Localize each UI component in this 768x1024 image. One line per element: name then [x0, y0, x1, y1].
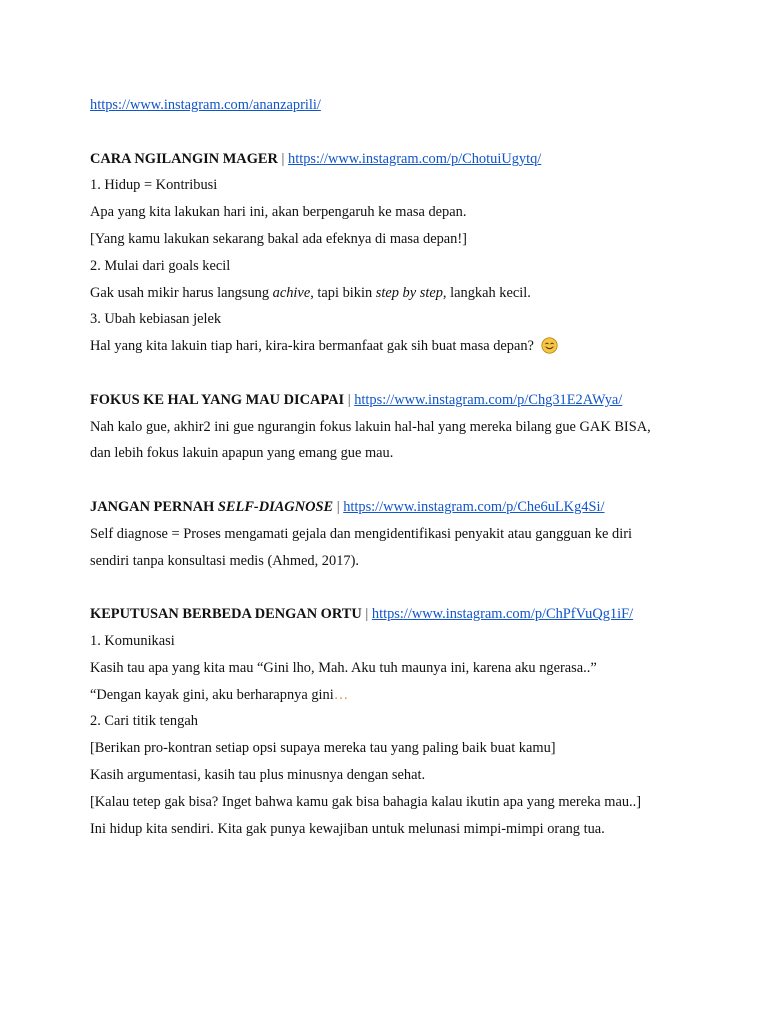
text-line: 2. Cari titik tengah	[90, 713, 198, 730]
section-link[interactable]: https://www.instagram.com/p/ChPfVuQg1iF/	[371, 606, 634, 623]
text-line: Ini hidup kita sendiri. Kita gak punya kewajiban untuk melunasi mimpi-mimpi orang tua.	[90, 820, 605, 837]
text-line: [Yang kamu lakukan sekarang bakal ada efeknya di masa depan!]	[90, 230, 467, 247]
section-heading	[90, 146, 690, 173]
section-link[interactable]: https://www.instagram.com/p/Che6uLKg4Si/	[343, 498, 605, 515]
text-line: 2. Mulai dari goals kecil	[90, 257, 231, 274]
text-line: Self diagnose = Proses mengamati gejala dan mengidentifikasi penyakit atau gangguan ke diri	[90, 525, 633, 542]
section-link[interactable]: https://www.instagram.com/p/ChotuiUgytq/	[288, 150, 542, 167]
text-line: dan lebih fokus lakuin apapun yang emang gue mau.	[90, 445, 394, 462]
text-line: 3. Ubah kebiasan jelek	[90, 311, 222, 328]
text-line: Apa yang kita lakukan hari ini, akan berpengaruh ke masa depan.	[90, 204, 467, 221]
text-line: 1. Komunikasi	[90, 632, 175, 649]
profile-link[interactable]: https://www.instagram.com/ananzaprili/	[90, 97, 321, 113]
text-span-italic: achive	[272, 284, 311, 301]
text-line: Kasih tau apa yang kita mau “Gini lho, Mah. Aku tuh maunya ini, karena aku ngerasa..”	[90, 659, 597, 676]
section-link[interactable]: https://www.instagram.com/p/Chg31E2AWya/	[354, 391, 623, 408]
text-span: Hal yang kita lakuin tiap hari, kira-kira bermanfaat gak sih buat masa depan?	[90, 338, 534, 355]
section-title-italic: SELF-DIAGNOSE	[217, 498, 334, 515]
section-title: KEPUTUSAN BERBEDA DENGAN ORTU	[90, 606, 362, 623]
text-line	[90, 682, 690, 709]
spacer	[90, 119, 690, 146]
text-line: [Kalau tetep gak bisa? Inget bahwa kamu gak bisa bahagia kalau ikutin apa yang mereka mau..]	[90, 793, 642, 810]
ellipsis: …	[333, 686, 349, 703]
spacer	[90, 467, 690, 494]
section-heading	[90, 601, 690, 628]
separator: |	[347, 391, 351, 408]
text-line: [Berikan pro-kontran setiap opsi supaya mereka tau yang paling baik buat kamu]	[90, 740, 556, 757]
text-line	[90, 280, 690, 307]
text-span-italic: step by step	[375, 284, 443, 301]
separator: |	[336, 498, 340, 515]
smiling-face-icon	[541, 337, 558, 354]
spacer	[90, 360, 690, 387]
separator: |	[281, 150, 285, 167]
text-span: , langkah kecil.	[442, 284, 531, 301]
section-heading	[90, 387, 690, 414]
text-line: Kasih argumentasi, kasih tau plus minusnya dengan sehat.	[90, 766, 426, 783]
profile-line	[90, 92, 690, 119]
section-heading	[90, 494, 690, 521]
text-line: Nah kalo gue, akhir2 ini gue ngurangin fokus lakuin hal-hal yang mereka bilang gue GAK BISA,	[90, 418, 651, 435]
text-line: sendiri tanpa konsultasi medis (Ahmed, 2017).	[90, 552, 359, 569]
text-span: , tapi bikin	[310, 284, 376, 301]
text-line: 1. Hidup = Kontribusi	[90, 177, 218, 194]
text-span: “Dengan kayak gini, aku berharapnya gini	[90, 686, 334, 703]
document-page	[90, 92, 690, 842]
separator: |	[365, 606, 369, 623]
text-span: Gak usah mikir harus langsung	[90, 284, 273, 301]
section-title: FOKUS KE HAL YANG MAU DICAPAI	[90, 391, 345, 408]
spacer	[90, 574, 690, 601]
section-title: CARA NGILANGIN MAGER	[90, 150, 278, 167]
text-line-with-emoji	[90, 333, 690, 360]
section-title: JANGAN PERNAH	[90, 498, 218, 515]
